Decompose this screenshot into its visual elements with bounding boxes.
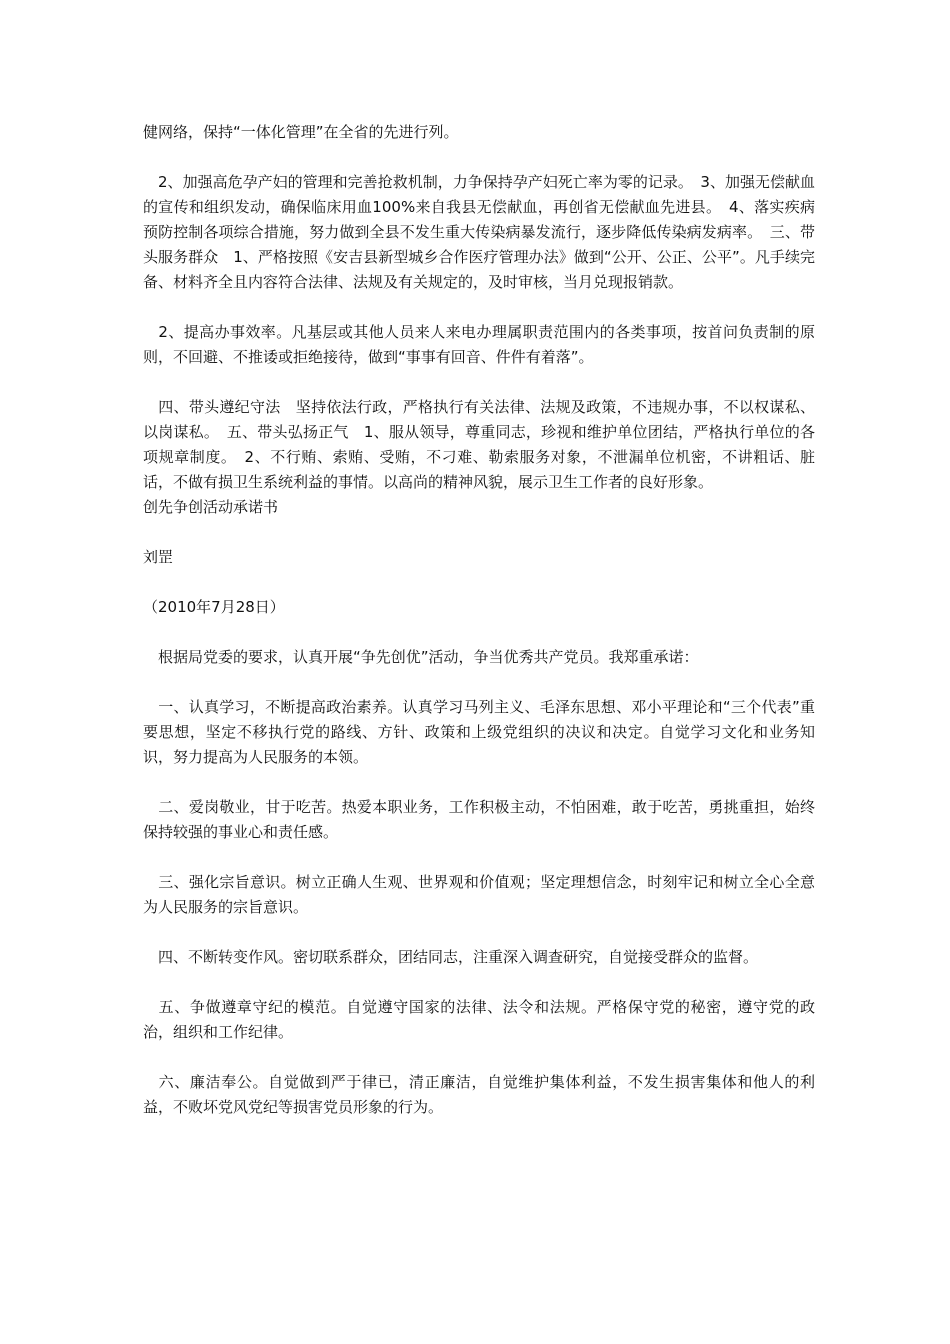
paragraph-discipline: 四、带头遵纪守法 坚持依法行政，严格执行有关法律、法规及政策，不违规办事，不以权谋私、以岗谋私。 五、带头弘扬正气 1、服从领导，尊重同志，珍视和维护单位团结，严格执行单位的各项规章制度。 2、不行贿、索贿、受贿，不刁难、勒索服务对象，不泄漏单位机密，不讲粗话、脏话，不做有损卫生系统利益的事情。以高尚的精神风貌，展示卫生工作者的良好形象。 xyxy=(143,398,815,491)
paragraph-health-measures: 2、加强高危孕产妇的管理和完善抢救机制，力争保持孕产妇死亡率为零的记录。 3、加强无偿献血的宣传和组织发动，确保临床用血100%来自我县无偿献血，再创省无偿献血先进县。 4、落实疾病预防控制各项综合措施，努力做到全县不发生重大传染病暴发流行，逐步降低传染病发病率。 三、带头服务群众 1、严格按照《安吉县新型城乡合作医疗管理办法》做到“公开、公正、公平”。凡手续完备、材料齐全且内容符合法律、法规及有关规定的，及时审核，当月兑现报销款。 xyxy=(143,173,815,291)
document-page xyxy=(143,120,815,1120)
commitment-item-6: 六、廉洁奉公。自觉做到严于律已，清正廉洁，自觉维护集体利益，不发生损害集体和他人的利益，不败坏党风党纪等损害党员形象的行为。 xyxy=(143,1073,815,1116)
commitment-item-4: 四、不断转变作风。密切联系群众，团结同志，注重深入调查研究，自觉接受群众的监督。 xyxy=(143,948,759,966)
paragraph-efficiency: 2、提高办事效率。凡基层或其他人员来人来电办理属职责范围内的各类事项，按首问负责制的原则，不回避、不推诿或拒绝接待，做到“事事有回音、件件有着落”。 xyxy=(143,323,815,366)
author-name: 刘罡 xyxy=(143,548,174,566)
paragraph-commitment-intro: 根据局党委的要求，认真开展“争先创优”活动，争当优秀共产党员。我郑重承诺： xyxy=(143,648,699,666)
commitment-item-3: 三、强化宗旨意识。树立正确人生观、世界观和价值观；坚定理想信念，时刻牢记和树立全心全意为人民服务的宗旨意识。 xyxy=(143,873,815,916)
commitment-item-5: 五、争做遵章守纪的模范。自觉遵守国家的法律、法令和法规。严格保守党的秘密，遵守党的政治，组织和工作纪律。 xyxy=(143,998,815,1041)
commitment-item-1: 一、认真学习，不断提高政治素养。认真学习马列主义、毛泽东思想、邓小平理论和“三个代表”重要思想，坚定不移执行党的路线、方针、政策和上级党组织的决议和决定。自觉学习文化和业务知识，努力提高为人民服务的本领。 xyxy=(143,698,815,766)
document-title: 创先争创活动承诺书 xyxy=(143,498,279,516)
commitment-item-2: 二、爱岗敬业，甘于吃苦。热爱本职业务，工作积极主动，不怕困难，敢于吃苦，勇挑重担，始终保持较强的事业心和责任感。 xyxy=(143,798,815,841)
document-date: （2010年7月28日） xyxy=(143,598,285,616)
paragraph-intro-continuation: 健网络，保持“一体化管理”在全省的先进行列。 xyxy=(143,123,459,141)
